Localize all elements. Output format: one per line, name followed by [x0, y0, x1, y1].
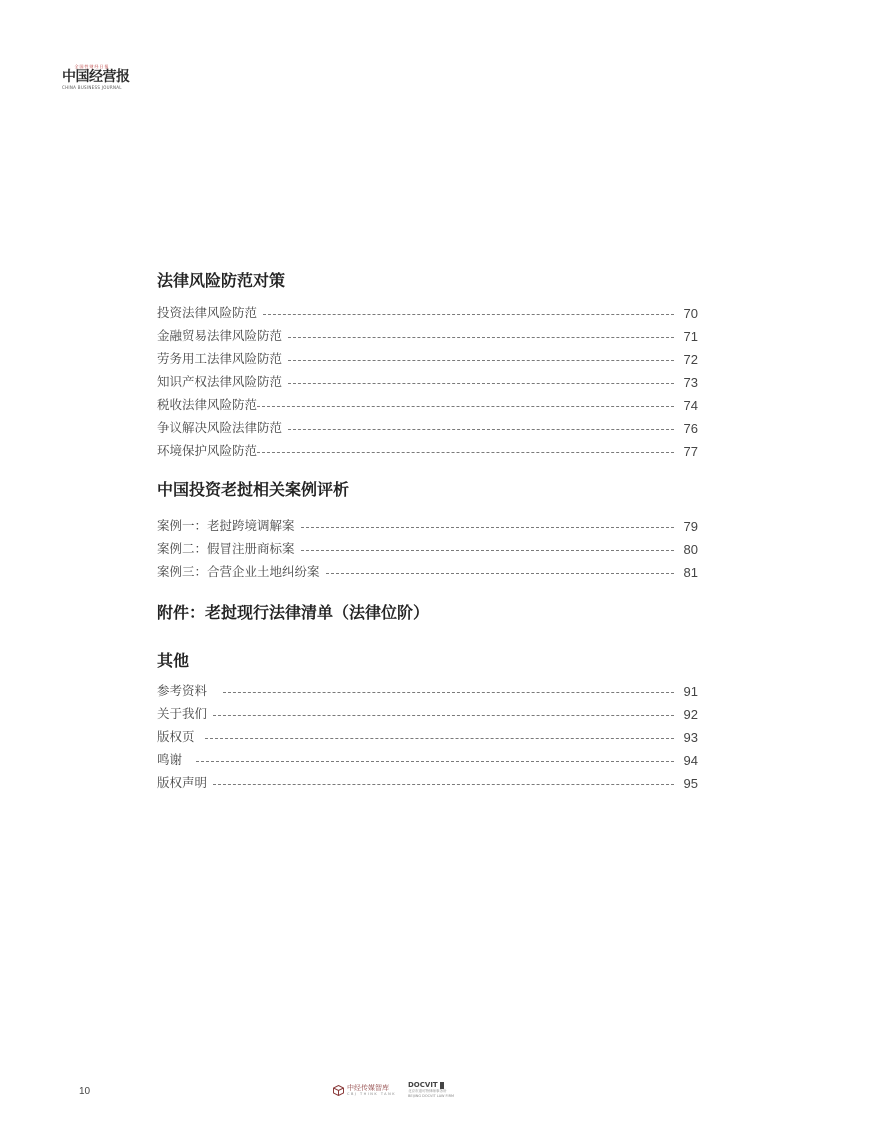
toc-entry-page: 92	[683, 707, 698, 722]
toc-entry[interactable]	[157, 321, 698, 344]
docvit-english: BEIJING DOCVIT LAW FIRM	[408, 1094, 455, 1098]
toc-entry-page: 95	[683, 776, 698, 791]
toc-entry-label: 知识产权法律风险防范	[157, 374, 283, 389]
dotted-leader	[301, 527, 674, 528]
toc-entry[interactable]	[157, 344, 698, 367]
toc-entry-page: 94	[683, 753, 698, 768]
toc-entry[interactable]	[157, 722, 698, 745]
section-title: 法律风险防范对策	[157, 271, 286, 290]
toc-entry[interactable]	[157, 367, 698, 390]
docvit-logo	[408, 1081, 454, 1099]
toc-entry[interactable]	[157, 676, 698, 699]
docvit-sub: 北京市道可特律师事务所	[408, 1089, 447, 1093]
think-tank-english: CBJ THINK TANK	[347, 1091, 396, 1096]
dotted-leader	[223, 692, 674, 693]
toc-entry-label: 参考资料	[157, 683, 208, 698]
toc-entry-label: 劳务用工法律风险防范	[157, 351, 283, 366]
dotted-leader	[288, 360, 674, 361]
think-tank-name: 中经传媒智库	[347, 1083, 389, 1092]
brand-name: 中国经营报	[62, 69, 130, 85]
toc-entry[interactable]	[157, 511, 698, 534]
toc-entry[interactable]	[157, 699, 698, 722]
toc-entry-label: 版权声明	[157, 775, 208, 790]
toc-entry-page: 70	[683, 306, 698, 321]
docvit-name: DOCVIT	[408, 1081, 438, 1089]
brand-logo	[62, 64, 142, 90]
dotted-leader	[205, 738, 674, 739]
dotted-leader	[257, 406, 674, 407]
toc-entry-label: 案例三：合营企业土地纠纷案	[157, 564, 320, 579]
dotted-leader	[326, 573, 674, 574]
toc-entry[interactable]	[157, 413, 698, 436]
toc-entry-page: 93	[683, 730, 698, 745]
toc-section-appendix[interactable]	[157, 600, 698, 626]
table-of-contents	[157, 268, 698, 791]
toc-section-other	[157, 648, 698, 791]
section-title: 附件：老挝现行法律清单（法律位阶）	[157, 603, 430, 622]
cube-icon	[333, 1085, 344, 1096]
dotted-leader	[288, 429, 674, 430]
brand-tagline: 全国性财经日报	[74, 64, 110, 69]
toc-entry-page: 72	[683, 352, 698, 367]
footer-logos	[333, 1081, 454, 1099]
toc-section-case-studies	[157, 477, 698, 580]
toc-entry-label: 投资法律风险防范	[157, 305, 258, 320]
toc-entry[interactable]	[157, 534, 698, 557]
toc-entry-page: 77	[683, 444, 698, 459]
dotted-leader	[196, 761, 674, 762]
toc-entry[interactable]	[157, 745, 698, 768]
toc-entry[interactable]	[157, 557, 698, 580]
brand-english-name: CHINA BUSINESS JOURNAL	[62, 85, 122, 90]
dotted-leader	[213, 784, 674, 785]
toc-entry-label: 鸣谢	[157, 752, 183, 767]
toc-entry[interactable]	[157, 390, 698, 413]
dotted-leader	[288, 337, 674, 338]
docvit-mark-icon	[440, 1082, 444, 1089]
toc-entry-page: 73	[683, 375, 698, 390]
toc-entry-page: 74	[683, 398, 698, 413]
section-title: 中国投资老挝相关案例评析	[157, 480, 350, 499]
toc-section-legal-risk	[157, 268, 698, 459]
toc-entry-label: 金融贸易法律风险防范	[157, 328, 283, 343]
dotted-leader	[263, 314, 674, 315]
toc-entry[interactable]	[157, 298, 698, 321]
toc-entry-label: 争议解决风险法律防范	[157, 420, 283, 435]
toc-entry-label: 税收法律风险防范	[157, 397, 258, 412]
toc-entry-page: 81	[683, 565, 698, 580]
dotted-leader	[288, 383, 674, 384]
toc-entry[interactable]	[157, 436, 698, 459]
toc-entry-label: 环境保护风险防范	[157, 443, 258, 458]
toc-entry-label: 案例一：老挝跨境调解案	[157, 518, 295, 533]
toc-entry-label: 版权页	[157, 729, 195, 744]
cbj-think-tank-logo	[333, 1084, 396, 1097]
toc-entry-page: 71	[683, 329, 698, 344]
toc-entry[interactable]	[157, 768, 698, 791]
dotted-leader	[257, 452, 674, 453]
toc-entry-page: 91	[683, 684, 698, 699]
dotted-leader	[301, 550, 674, 551]
toc-entry-page: 80	[683, 542, 698, 557]
section-title: 其他	[157, 651, 190, 670]
toc-entry-page: 76	[683, 421, 698, 436]
toc-entry-label: 案例二：假冒注册商标案	[157, 541, 295, 556]
toc-entry-page: 79	[683, 519, 698, 534]
dotted-leader	[213, 715, 674, 716]
page-number: 10	[79, 1086, 91, 1097]
toc-entry-label: 关于我们	[157, 706, 208, 721]
